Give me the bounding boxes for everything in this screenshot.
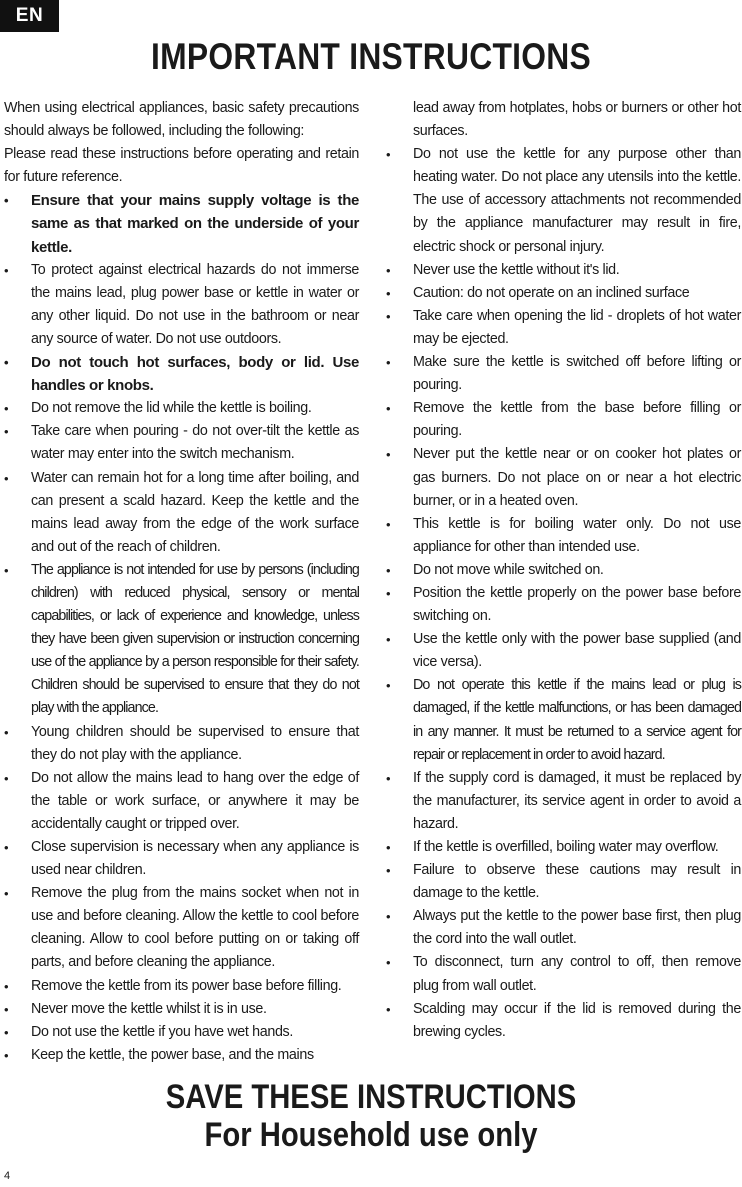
list-item: • Close supervision is necessary when any appliance is used near children. [4, 836, 359, 882]
list-item: • Caution: do not operate on an inclined surface [386, 282, 741, 305]
instruction-list [386, 97, 741, 1044]
footer-heading: SAVE THESE INSTRUCTIONS [165, 1078, 577, 1116]
list-item: • Do not allow the mains lead to hang over the edge of the table or work surface, or anywhere it may be accidentally caught or tripped over. [4, 767, 359, 836]
list-item: • Make sure the kettle is switched off before lifting or pouring. [386, 351, 741, 397]
instruction-list [4, 189, 359, 1067]
list-item: • Take care when pouring - do not over-tilt the kettle as water may enter into the switch mechanism. [4, 420, 359, 466]
list-item: • Use the kettle only with the power base supplied (and vice versa). [386, 628, 741, 674]
list-item: • Never move the kettle whilst it is in use. [4, 998, 359, 1021]
list-item: • Do not use the kettle for any purpose other than heating water. Do not place any utensils into the kettle. The use of accessory attachments not recommended by the appliance manufacturer may result in fire, electric shock or personal injury. [386, 143, 741, 258]
list-item: • Water can remain hot for a long time after boiling, and can present a scald hazard. Keep the kettle and the mains lead away from the edge of the work surface and out of the reach of children. [4, 467, 359, 559]
list-item: • Young children should be supervised to ensure that they do not play with the appliance. [4, 721, 359, 767]
left-column [4, 97, 359, 1067]
page-title: IMPORTANT INSTRUCTIONS [151, 36, 591, 77]
list-item-continuation: lead away from hotplates, hobs or burners or other hot surfaces. [413, 100, 741, 140]
list-item: • Do not remove the lid while the kettle is boiling. [4, 397, 359, 420]
language-tab: EN [0, 0, 59, 32]
list-item: • To disconnect, turn any control to off, then remove plug from wall outlet. [386, 951, 741, 997]
list-item: • Do not move while switched on. [386, 559, 741, 582]
list-item: • Take care when opening the lid - droplets of hot water may be ejected. [386, 305, 741, 351]
list-item: • Failure to observe these cautions may result in damage to the kettle. [386, 859, 741, 905]
list-item: • To protect against electrical hazards do not immerse the mains lead, plug power base or kettle in water or any other liquid. Do not use in the bathroom or near any source of water. Do not use outdoors. [4, 259, 359, 351]
footer-subheading: For Household use only [204, 1116, 538, 1154]
list-item: • Do not use the kettle if you have wet hands. [4, 1021, 359, 1044]
page-number: 4 [4, 1170, 11, 1182]
list-item: • Always put the kettle to the power base first, then plug the cord into the wall outlet. [386, 905, 741, 951]
list-item: • Ensure that your mains supply voltage is the same as that marked on the underside of your kettle. [4, 189, 359, 258]
list-item: • Scalding may occur if the lid is removed during the brewing cycles. [386, 998, 741, 1044]
footer [0, 1078, 742, 1154]
right-column [386, 97, 741, 1044]
list-item: • Do not operate this kettle if the mains lead or plug is damaged, if the kettle malfunctions, or has been damaged in any manner. It must be returned to a service agent for repair or replacement in order to avoid hazard. [386, 674, 741, 766]
list-item: • Remove the kettle from its power base before filling. [4, 975, 359, 998]
list-item: • Never use the kettle without it's lid. [386, 259, 741, 282]
list-item: • Keep the kettle, the power base, and the mains [4, 1044, 359, 1067]
list-item: • If the supply cord is damaged, it must be replaced by the manufacturer, its service agent in order to avoid a hazard. [386, 767, 741, 836]
list-item: • This kettle is for boiling water only. Do not use appliance for other than intended use. [386, 513, 741, 559]
list-item: • Do not touch hot surfaces, body or lid. Use handles or knobs. [4, 351, 359, 397]
list-item: • Position the kettle properly on the power base before switching on. [386, 582, 741, 628]
intro-paragraph: Please read these instructions before operating and retain for future reference. [4, 146, 359, 186]
list-item: • Remove the plug from the mains socket when not in use and before cleaning. Allow the kettle to cool before cleaning. Allow to cool before putting on or taking off parts, and before cleaning the appliance. [4, 882, 359, 974]
intro-paragraph: When using electrical appliances, basic safety precautions should always be followed, including the following: [4, 100, 359, 140]
list-item: • The appliance is not intended for use by persons (including children) with reduced physical, sensory or mental capabilities, or lack of experience and knowledge, unless they have been given supervision or instruction concerning use of the appliance by a person responsible for their safety. Children should be supervised to ensure that they do not play with the appliance. [4, 559, 359, 721]
list-item: • Never put the kettle near or on cooker hot plates or gas burners. Do not place on or near a hot electric burner, or in a heated oven. [386, 443, 741, 512]
list-item: • If the kettle is overfilled, boiling water may overflow. [386, 836, 741, 859]
list-item: • Remove the kettle from the base before filling or pouring. [386, 397, 741, 443]
